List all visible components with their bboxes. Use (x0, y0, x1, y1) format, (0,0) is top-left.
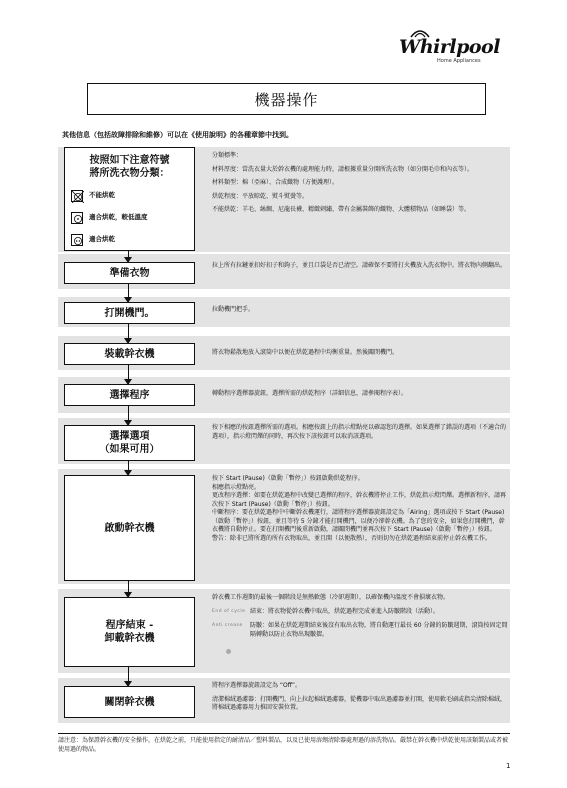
desc-line: 材料類型：棉（亞麻）、合成織物（方便護理）。 (212, 179, 339, 186)
brand-name: Whirlpool (399, 36, 500, 58)
page-title: 機器操作 (87, 83, 486, 115)
step-load: 裝載幹衣機 (64, 343, 195, 365)
step-open-door: 打開機門。 (64, 302, 195, 324)
desc-line: 幹衣機工作週期的最後一個階段是無熱軟態（冷卻週期），以確保機內溫度不會損壞衣物。 (212, 594, 450, 601)
desc-line: 更改程序選擇：如要在烘乾過程中改變已選擇的程序，幹衣機將停止工作，烘乾指示燈閃爍。選擇新程序，請再次按下 Start (Pause)（啟動「暫停」）按鈕。 (212, 492, 507, 508)
step-close: 關閉幹衣機 (64, 686, 195, 718)
flow-arrow (128, 461, 129, 475)
intro-text: 其他信息（包括故障排除和維修）可以在《使用說明》的各種章節中找到。 (62, 131, 293, 139)
flow-arrow (128, 365, 129, 384)
desc-line: 將衣物鬆散地放入滾筒中以便在烘乾過程中均衡重量。然後關閉機門。 (212, 349, 399, 356)
end-of-cycle-indicator-icon: End of cycle (212, 608, 246, 614)
anti-crease-text: 防皺：如果在烘乾週期結束後沒有取出衣物，將自動運行最長 60 分鐘的防皺週期，滾筒按固定間隔轉動以防止衣物出現皺摺。 (250, 622, 508, 638)
desc-load (212, 349, 508, 363)
desc-line: 材料厚度：當洗衣量大於幹衣機的處理能力時，請根據重量分開所洗衣物（如分開毛巾和內衣等）。 (212, 165, 474, 173)
sort-item-low-temp (71, 211, 194, 224)
flow-arrow (128, 581, 129, 597)
sort-item-label: 適合烘乾，較低溫度 (89, 213, 148, 221)
whirlpool-logo (399, 28, 509, 64)
desc-line: 按下 Start (Pause)（啟動「暫停」）按鈕啟動烘乾程序。 (212, 475, 364, 482)
tumble-dry-low-icon (71, 212, 83, 224)
step-sort (64, 147, 195, 251)
desc-line: 清潔棉絨過濾器：打開機門，向上拉起棉絨過濾器，從機器中取出過濾器並打開，使用軟毛刷或指尖清除棉絨，將棉絨過濾器用力推回安裝位置。 (212, 695, 507, 711)
flow-arrow (128, 324, 129, 343)
page-number: 1 (506, 762, 511, 770)
desc-line: 按下相應的按鈕選擇所需的選項。相應按鈕上的指示燈點亮以確認您的選擇。如果選擇了錯誤的選項（不適合的選項），指示燈閃爍的同時，再次按下該按鈕可以取消該選項。 (212, 424, 507, 440)
step-select-program: 選擇程序 (64, 384, 195, 406)
flow-arrow (128, 284, 129, 302)
desc-line: 拉動機門把手。 (212, 306, 255, 313)
sort-item-label: 適合烘乾 (89, 235, 115, 243)
sort-item-label: 不能烘乾 (89, 191, 115, 199)
end-cycle-text: 結束：將衣物從幹衣機中取出，烘乾過程完成並進入防皺階段（活動）。 (250, 607, 440, 615)
end-cycle-row (212, 608, 508, 617)
desc-options (212, 424, 508, 446)
step-start: 啟動幹衣機 (64, 475, 195, 581)
brand-sub: Home Appliances (437, 58, 481, 64)
desc-end (212, 594, 508, 658)
flow-arrow (128, 406, 129, 425)
desc-line: 不能烘乾：羊毛、絲綢、尼龍長襪、精緻刺繡、帶有金屬裝飾的織物、大體積物品（如睡袋）等。 (212, 206, 471, 213)
sort-item-no-dry (71, 189, 194, 202)
flow-arrow (128, 251, 129, 262)
desc-line: 拉上所有拉鏈並扣好扣子和鉤子，並且口袋是否已清空。請確保不要將打火機放入洗衣物中。將衣物內側翻出。 (212, 262, 507, 269)
do-not-tumble-dry-icon (71, 190, 83, 202)
desc-start (212, 475, 508, 548)
desc-line: 中斷程序：要在烘乾過程中中斷幹衣機運行，請將程序選擇器旋鈕設定為「Airing」選項或按下 Start (Pause)（啟動「暫停」）按鈕，並且等待 5 分鐘才能打開機門，以便冷卻幹衣機。為了您的安全，如果您打開機門，幹衣機將自動停止。要在打開機門後重新啟動，請關閉機門並再次按下 Start (Pause)（啟動「暫停」）按鈕。 (212, 509, 505, 533)
desc-line: 警告：除非已將所選的所有衣物取出，並且開（以便散熱），否則切勿在烘乾過程結束前停止幹衣機工作。 (212, 534, 492, 542)
flow-arrow (128, 667, 129, 686)
desc-program (212, 390, 508, 404)
sort-item-dry (71, 233, 194, 246)
indicator-light-icon (226, 649, 231, 654)
tumble-dry-normal-icon (71, 234, 83, 246)
footer-note: 請注意：為保證幹衣機的安全操作，在烘乾之前，只能使用指定的耐清品／塑料製品，以及已使用溶劑清除器處理過的溶洗物品。嚴禁在幹衣機中烘乾使用該類製品或者被使用過的物品。 (58, 733, 510, 757)
step-end-unload: 程序結束 - 卸載幹衣機 (64, 597, 195, 667)
desc-open (212, 306, 508, 320)
sort-heading-2: 將所洗衣物分類： (89, 168, 170, 179)
desc-close (212, 682, 508, 718)
desc-sort (212, 152, 508, 220)
desc-line: 轉動程序選擇器旋鈕，選擇所需的烘乾程序（詳細信息，請參閱程序表）。 (212, 390, 408, 397)
desc-prepare (212, 262, 508, 276)
desc-line: 將程序選擇器旋鈕設定為 “Off”。 (212, 682, 301, 689)
anti-crease-indicator-icon: Anti crease (212, 623, 243, 628)
anti-crease-row (212, 622, 508, 639)
step-select-options: 選擇選項 （如果可用） (64, 425, 195, 461)
desc-line: 烘乾程度：平放晾乾、熨斗熨燙等。 (212, 192, 309, 200)
sort-heading-1: 按照如下注意符號 (89, 155, 170, 166)
step-prepare: 準備衣物 (64, 262, 195, 284)
desc-line: 相應指示燈點亮。 (212, 483, 261, 491)
desc-line: 分類標準： (212, 152, 243, 159)
